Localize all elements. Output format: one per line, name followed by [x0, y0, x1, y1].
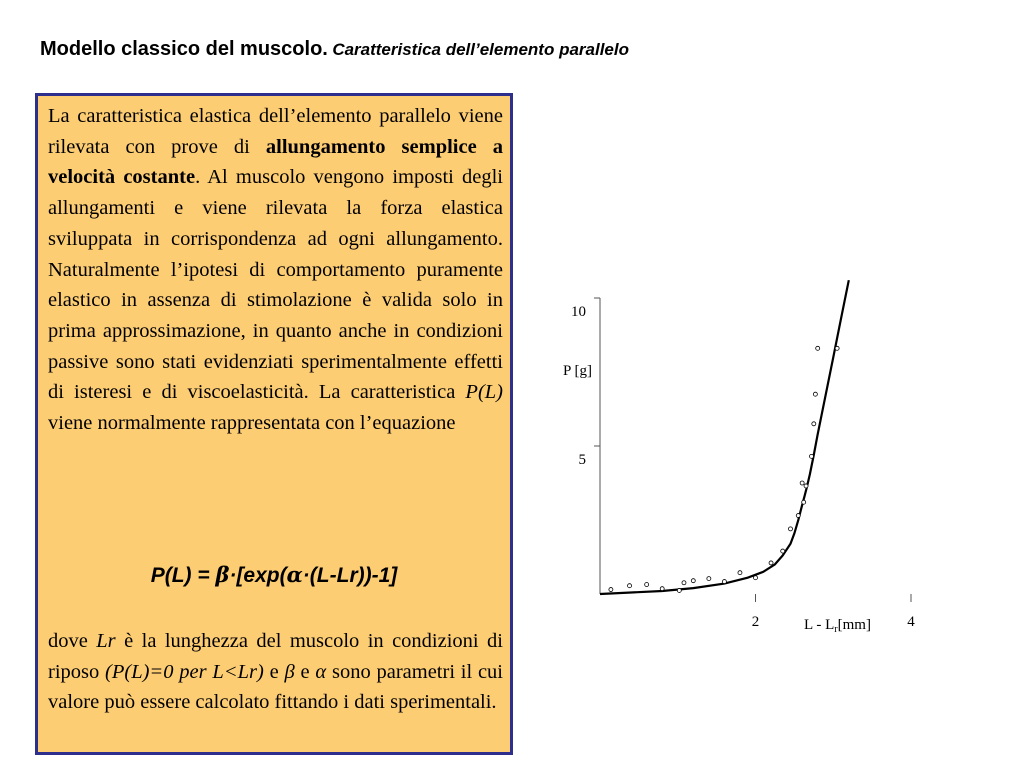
equation-beta: β [215, 562, 230, 587]
data-point [691, 579, 695, 583]
title-main: Modello classico del muscolo. [40, 38, 328, 60]
intro-text-3: viene normalmente rappresentata con l’equazione [48, 412, 456, 435]
equation-dot-1: · [229, 564, 237, 587]
equation-dot-2: · [302, 564, 310, 587]
desc-lr: Lr [96, 630, 116, 652]
equation [38, 562, 510, 588]
equation-part-3: (L-Lr))-1] [309, 564, 398, 587]
intro-paragraph [48, 101, 503, 439]
force-length-chart [540, 280, 920, 650]
intro-text-1: La caratteristica elastica dell’elemento parallelo viene rilevata con prove di [48, 105, 503, 158]
x-axis-label: L - $L_r[mm]$ [804, 617, 871, 635]
desc-text-2: è la lunghezza del muscolo in condizioni di riposo [48, 630, 503, 683]
data-point [796, 514, 800, 518]
slide-title [40, 38, 629, 61]
data-point [813, 392, 817, 396]
intro-bold-text: allungamento semplice a velocità costante [48, 135, 503, 189]
desc-alpha: α [315, 660, 327, 683]
data-point [628, 584, 632, 588]
data-point [738, 571, 742, 575]
data-point [722, 580, 726, 584]
data-point [816, 346, 820, 350]
equation-alpha: α [286, 562, 303, 587]
desc-condition: (P(L)=0 per L<Lr) [105, 660, 264, 683]
x-tick-label-4: 4 [907, 614, 915, 630]
text-panel [35, 93, 513, 755]
data-point [781, 549, 785, 553]
data-point [707, 577, 711, 581]
data-point [835, 346, 839, 350]
data-point [682, 581, 686, 585]
desc-beta: β [284, 660, 295, 683]
intro-text-2: . Al muscolo vengono imposti degli allungamenti e viene rilevata la forza elastica sviluppata in corrispondenza ad ogni allungamento. Naturalmente l’ipotesi di comportamento puramente elastico in assenza di stimolazione è valida solo in prima approssimazione, in quanto anche in condizioni passive sono stati evidenziati sperimentalmente effetti di isteresi e di viscoelasticità. La caratteristica [48, 166, 503, 404]
fit-curve [600, 280, 849, 594]
x-tick-label-2: 2 [751, 614, 760, 630]
equation-part-1: P(L) = [150, 564, 216, 587]
equation-part-2: [exp( [236, 564, 287, 587]
data-point [809, 454, 813, 458]
y-tick-label-5: 5 [578, 452, 586, 468]
data-point [769, 561, 773, 565]
title-sub: Caratteristica dell’elemento parallelo [332, 40, 629, 59]
data-point [788, 527, 792, 531]
desc-text-5: sono parametri il cui valore può essere calcolato fittando i dati sperimentali. [48, 660, 504, 714]
data-point [802, 500, 806, 504]
description-paragraph [48, 626, 503, 718]
y-axis-label: P [g] [562, 362, 592, 379]
intro-italic-text: P(L) [465, 381, 503, 404]
y-tick-label-10: 10 [571, 304, 586, 320]
data-point [609, 588, 613, 592]
data-point [677, 588, 681, 592]
data-point [645, 583, 649, 587]
desc-text-4: e [294, 660, 316, 683]
data-point [812, 422, 816, 426]
data-point [804, 484, 808, 488]
data-point [660, 587, 664, 591]
desc-text-3: e [263, 660, 285, 683]
data-point [800, 481, 804, 485]
data-point [754, 576, 758, 580]
desc-text-1: dove [48, 630, 97, 652]
